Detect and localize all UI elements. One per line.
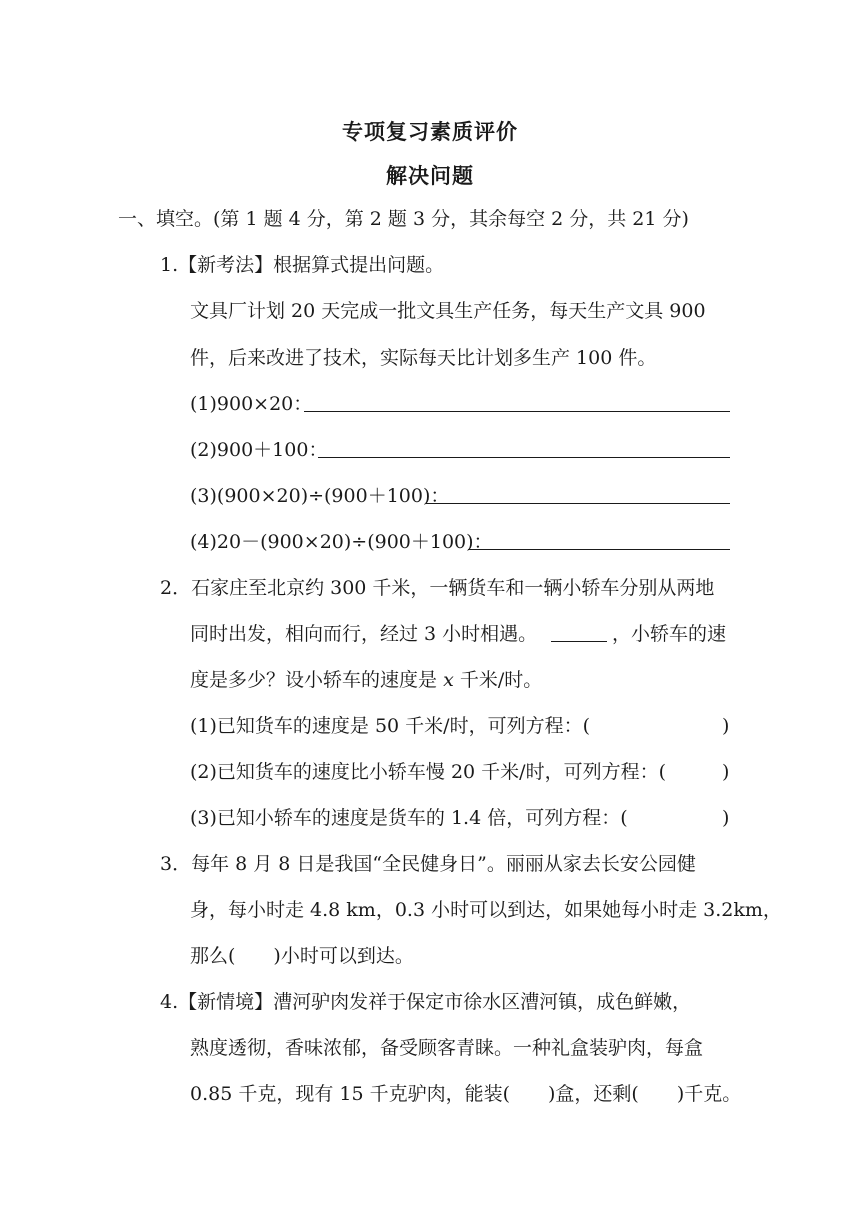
q2-line3-a: 度是多少？设小轿车的速度是 — [190, 669, 438, 691]
q2-item-2: (2)已知货车的速度比小轿车慢 20 千米/时，可列方程：( — [190, 761, 666, 783]
q1-answer-blank-1[interactable] — [304, 391, 730, 412]
q2-question-blank[interactable] — [551, 621, 607, 642]
q1-item-4: (4)20－(900×20)÷(900＋100)： — [190, 531, 493, 553]
q2-line2-a: 同时出发，相向而行，经过 3 小时相遇。 — [190, 623, 538, 645]
section-heading: 一、填空。(第 1 题 4 分，第 2 题 3 分，其余每空 2 分，共 21 分) — [118, 208, 689, 230]
q2-item-1-close: ) — [722, 715, 730, 737]
q1-answer-blank-4[interactable] — [468, 529, 730, 550]
q2-line3-b: 千米/时。 — [459, 669, 543, 691]
q1-text-line1: 文具厂计划 20 天完成一批文具生产任务，每天生产文具 900 — [190, 300, 706, 322]
q1-item-3: (3)(900×20)÷(900＋100)： — [190, 485, 450, 507]
q2-item-3-close: ) — [722, 807, 730, 829]
q3-line3: 那么( )小时可以到达。 — [190, 945, 414, 967]
q2-item-3: (3)已知小轿车的速度是货车的 1.4 倍，可列方程：( — [190, 807, 628, 829]
q2-line2-b: ，小轿车的速 — [612, 623, 727, 645]
q1-answer-blank-2[interactable] — [318, 437, 730, 458]
q2-line3 — [190, 667, 542, 693]
q2-variable-x: x — [443, 669, 454, 691]
q1-item-2: (2)900＋100： — [190, 439, 328, 461]
q1-answer-blank-3[interactable] — [426, 483, 730, 504]
q1-intro: 1.【新考法】根据算式提出问题。 — [160, 254, 445, 276]
page-subtitle: 解决问题 — [386, 164, 474, 188]
q4-line3: 0.85 千克，现有 15 千克驴肉，能装( )盒，还剩( )千克。 — [190, 1083, 742, 1105]
q3-line1: 3．每年 8 月 8 日是我国“全民健身日”。丽丽从家去长安公园健 — [160, 853, 696, 875]
q4-line2: 熟度透彻，香味浓郁，备受顾客青睐。一种礼盒装驴肉，每盒 — [190, 1037, 704, 1059]
q2-item-2-close: ) — [722, 761, 730, 783]
q1-item-1: (1)900×20： — [190, 393, 313, 415]
page-title: 专项复习素质评价 — [342, 120, 518, 144]
q2-item-1: (1)已知货车的速度是 50 千米/时，可列方程：( — [190, 715, 590, 737]
q2-line1: 2．石家庄至北京约 300 千米，一辆货车和一辆小轿车分别从两地 — [160, 577, 715, 599]
q3-line2: 身，每小时走 4.8 km，0.3 小时可以到达，如果她每小时走 3.2km， — [190, 899, 782, 921]
q4-line1: 4.【新情境】漕河驴肉发祥于保定市徐水区漕河镇，成色鲜嫩， — [160, 991, 692, 1013]
q1-text-line2: 件，后来改进了技术，实际每天比计划多生产 100 件。 — [190, 347, 657, 369]
